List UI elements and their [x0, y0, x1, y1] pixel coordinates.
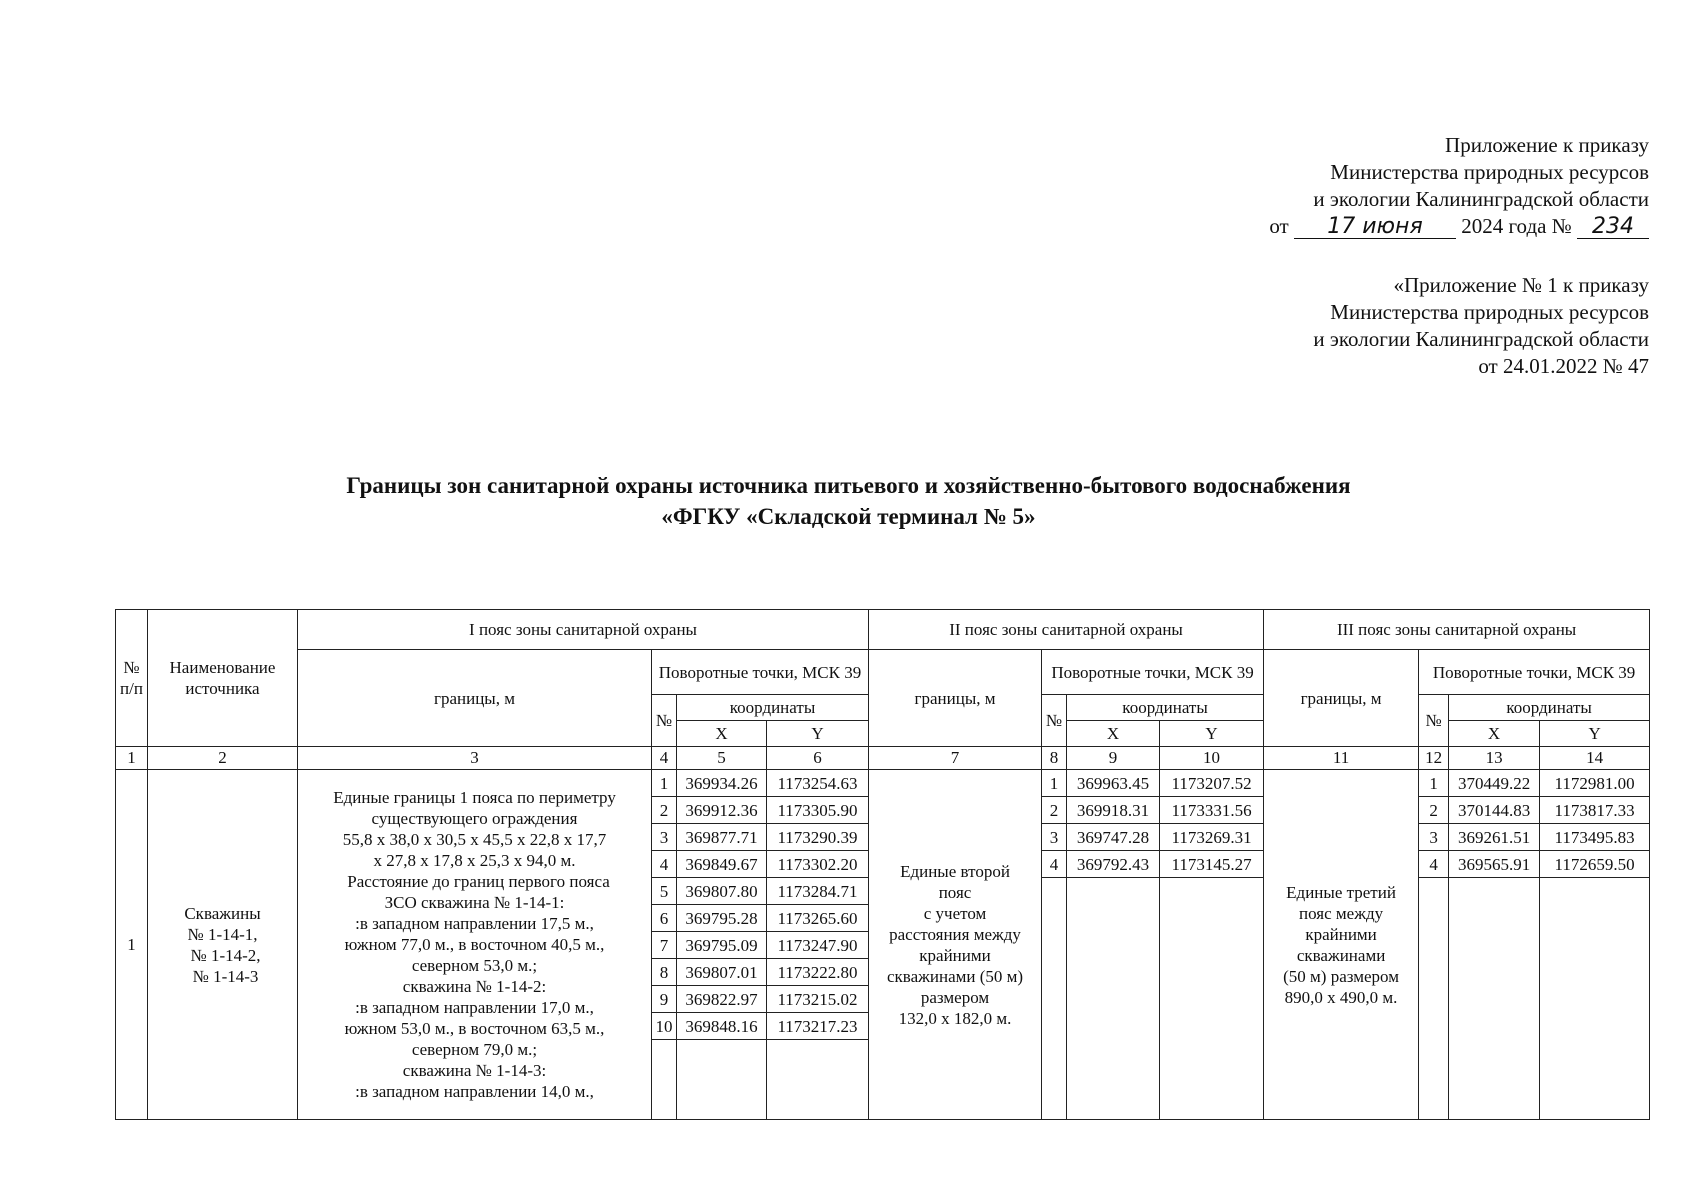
order-appendix-header	[1269, 132, 1649, 240]
zone3-point-number: 3	[1419, 824, 1449, 851]
zone3-boundaries-line: 890,0 х 490,0 м.	[1284, 987, 1398, 1007]
zone3-point-y: 1172981.00	[1540, 770, 1650, 797]
zone3-point-y: 1172659.50	[1540, 851, 1650, 878]
zone1-point-number: 5	[652, 878, 677, 905]
zone1-point-x: 369849.67	[677, 851, 767, 878]
zone2-point-number: 3	[1042, 824, 1067, 851]
zone3-point-y: 1173817.33	[1540, 797, 1650, 824]
column-number: 2	[148, 747, 298, 770]
zone1-boundaries-line: южном 77,0 м., в восточном 40,5 м.,	[344, 935, 605, 954]
zone3-point-y: 1173495.83	[1540, 824, 1650, 851]
zone2-point-x: 369747.28	[1067, 824, 1160, 851]
header-zone1-x: X	[677, 721, 767, 747]
zone3-boundaries-line: крайними	[1305, 924, 1377, 944]
zone1-point-number: 3	[652, 824, 677, 851]
header-zone3-points: Поворотные точки, МСК 39	[1419, 650, 1650, 695]
zone2-point-y: 1173145.27	[1160, 851, 1264, 878]
header-zone2-x: X	[1067, 721, 1160, 747]
date-prefix: от	[1269, 214, 1289, 238]
zone1-boundaries-line: :в западном направлении 17,5 м.,	[355, 914, 594, 933]
zone3-boundaries-line: скважинами	[1296, 945, 1386, 965]
column-numbers-row	[116, 747, 1650, 770]
zone1-boundaries-line: :в западном направлении 14,0 м.,	[355, 1082, 594, 1101]
handwritten-date: 17 июня	[1294, 216, 1456, 239]
zone2-point-y: 1173207.52	[1160, 770, 1264, 797]
zone1-boundaries-line: северном 79,0 м.;	[411, 1040, 538, 1059]
zone1-boundaries-line: существующего ограждения	[371, 809, 578, 828]
zone1-boundaries-line: Расстояние до границ первого пояса	[347, 872, 610, 891]
zone1-point-number: 8	[652, 959, 677, 986]
zone1-point-y: 1173254.63	[767, 770, 869, 797]
source-name-line: Скважины	[184, 903, 261, 923]
zone1-point-number: 2	[652, 797, 677, 824]
header-zone1: I пояс зоны санитарной охраны	[298, 610, 869, 650]
zone2-boundaries-line: 132,0 х 182,0 м.	[898, 1008, 1012, 1028]
zone1-point-y: 1173290.39	[767, 824, 869, 851]
zone1-boundaries-line: южном 53,0 м., в восточном 63,5 м.,	[344, 1019, 605, 1038]
column-number: 10	[1160, 747, 1264, 770]
zone3-point-empty	[1540, 878, 1650, 1120]
zone2-point-y: 1173331.56	[1160, 797, 1264, 824]
column-number: 13	[1449, 747, 1540, 770]
zone3-boundaries-line: (50 м) размером	[1283, 966, 1399, 986]
zone3-point-number: 4	[1419, 851, 1449, 878]
handwritten-number: 234	[1577, 216, 1649, 239]
zone1-boundaries-line: скважина № 1-14-3:	[402, 1061, 547, 1080]
header-zone2-coords: координаты	[1067, 695, 1264, 721]
zone1-point-y: 1173215.02	[767, 986, 869, 1013]
source-name-line: № 1-14-1,	[187, 924, 258, 944]
header-zone2-point-no: №	[1042, 695, 1067, 747]
zone2-point-number: 1	[1042, 770, 1067, 797]
column-number: 6	[767, 747, 869, 770]
zone1-boundaries-line: северном 53,0 м.;	[411, 956, 538, 975]
zone3-boundaries-line: пояс между	[1299, 903, 1384, 923]
zone3-point-x: 370449.22	[1449, 770, 1540, 797]
header-line: и экологии Калининградской области	[1313, 327, 1649, 351]
zone1-point-x: 369912.36	[677, 797, 767, 824]
zone1-point-empty	[767, 1040, 869, 1120]
zone2-point-empty	[1042, 878, 1067, 1120]
header-line: и экологии Калининградской области	[1313, 187, 1649, 211]
document-title	[0, 470, 1697, 532]
source-name-line: № 1-14-3	[192, 966, 259, 986]
column-number: 8	[1042, 747, 1067, 770]
column-number: 11	[1264, 747, 1419, 770]
column-number: 4	[652, 747, 677, 770]
source-name-line: № 1-14-2,	[190, 945, 261, 965]
header-line: Министерства природных ресурсов	[1330, 300, 1649, 324]
zone1-point-x: 369877.71	[677, 824, 767, 851]
header-zone3-y: Y	[1540, 721, 1650, 747]
zone2-boundaries-line: размером	[920, 987, 990, 1007]
zone1-boundaries-line: скважина № 1-14-2:	[402, 977, 547, 996]
header-num: № п/п	[116, 610, 148, 747]
zone1-point-y: 1173284.71	[767, 878, 869, 905]
header-zone3-coords: координаты	[1449, 695, 1650, 721]
zone1-point-empty	[652, 1040, 677, 1120]
column-number: 12	[1419, 747, 1449, 770]
header-zone3: III пояс зоны санитарной охраны	[1264, 610, 1650, 650]
header-line: от 24.01.2022 № 47	[1478, 354, 1649, 378]
zone2-boundaries-line: Единые второй	[900, 861, 1010, 881]
zone1-point-y: 1173305.90	[767, 797, 869, 824]
zone3-boundaries	[1264, 770, 1419, 1120]
zone1-boundaries	[298, 770, 652, 1120]
zone1-point-y: 1173265.60	[767, 905, 869, 932]
header-zone1-coords: координаты	[677, 695, 869, 721]
zone1-boundaries-line: х 27,8 х 17,8 х 25,3 х 94,0 м.	[373, 851, 576, 870]
header-zone2: II пояс зоны санитарной охраны	[869, 610, 1264, 650]
zone1-point-number: 10	[652, 1013, 677, 1040]
column-number: 14	[1540, 747, 1650, 770]
header-line: Приложение к приказу	[1445, 133, 1649, 157]
header-zone1-point-no: №	[652, 695, 677, 747]
zone2-boundaries-line: скважинами (50 м)	[886, 966, 1024, 986]
column-number: 3	[298, 747, 652, 770]
table-row	[116, 770, 1650, 797]
column-number: 1	[116, 747, 148, 770]
zone3-point-empty	[1419, 878, 1449, 1120]
column-number: 7	[869, 747, 1042, 770]
header-line: Министерства природных ресурсов	[1330, 160, 1649, 184]
original-appendix-header	[1313, 272, 1649, 380]
zone1-point-x: 369822.97	[677, 986, 767, 1013]
zone1-point-y: 1173222.80	[767, 959, 869, 986]
row-number: 1	[116, 770, 148, 1120]
title-line: «ФГКУ «Складской терминал № 5»	[661, 504, 1036, 529]
zone1-boundaries-line: ЗСО скважина № 1-14-1:	[384, 893, 565, 912]
zone2-point-y: 1173269.31	[1160, 824, 1264, 851]
zone1-point-number: 7	[652, 932, 677, 959]
zone3-point-number: 1	[1419, 770, 1449, 797]
zone1-boundaries-line: :в западном направлении 17,0 м.,	[355, 998, 594, 1017]
zone2-point-number: 4	[1042, 851, 1067, 878]
zone2-point-x: 369963.45	[1067, 770, 1160, 797]
zone1-point-empty	[677, 1040, 767, 1120]
zone2-boundaries	[869, 770, 1042, 1120]
column-number: 9	[1067, 747, 1160, 770]
header-date-line	[1269, 213, 1649, 240]
header-zone3-x: X	[1449, 721, 1540, 747]
zone3-point-x: 369261.51	[1449, 824, 1540, 851]
zone1-point-y: 1173217.23	[767, 1013, 869, 1040]
zone1-point-number: 9	[652, 986, 677, 1013]
zone1-point-number: 1	[652, 770, 677, 797]
header-zone3-boundaries: границы, м	[1264, 650, 1419, 747]
column-number: 5	[677, 747, 767, 770]
zone2-boundaries-line: пояс	[938, 882, 972, 902]
zone1-point-x: 369807.80	[677, 878, 767, 905]
zone2-boundaries-line: с учетом	[923, 903, 987, 923]
header-zone1-y: Y	[767, 721, 869, 747]
zone2-boundaries-line: расстояния между	[889, 924, 1021, 944]
year-text: 2024 года №	[1461, 214, 1572, 238]
zone1-point-y: 1173302.20	[767, 851, 869, 878]
zone1-point-x: 369848.16	[677, 1013, 767, 1040]
zone3-point-number: 2	[1419, 797, 1449, 824]
zone1-point-y: 1173247.90	[767, 932, 869, 959]
zone2-point-x: 369792.43	[1067, 851, 1160, 878]
header-line: «Приложение № 1 к приказу	[1393, 273, 1649, 297]
zone2-point-number: 2	[1042, 797, 1067, 824]
zone3-point-empty	[1449, 878, 1540, 1120]
zone2-point-empty	[1160, 878, 1264, 1120]
zone1-point-x: 369795.09	[677, 932, 767, 959]
zone3-boundaries-line: Единые третий	[1286, 882, 1396, 902]
zone1-point-x: 369934.26	[677, 770, 767, 797]
zone1-boundaries-line: Единые границы 1 пояса по периметру	[333, 788, 616, 807]
zone2-point-x: 369918.31	[1067, 797, 1160, 824]
zone3-point-x: 369565.91	[1449, 851, 1540, 878]
header-zone1-points: Поворотные точки, МСК 39	[652, 650, 869, 695]
header-zone2-boundaries: границы, м	[869, 650, 1042, 747]
zone1-point-x: 369795.28	[677, 905, 767, 932]
header-zone3-point-no: №	[1419, 695, 1449, 747]
zone1-point-x: 369807.01	[677, 959, 767, 986]
zone2-point-empty	[1067, 878, 1160, 1120]
zone1-point-number: 6	[652, 905, 677, 932]
source-name	[148, 770, 298, 1120]
header-zone2-y: Y	[1160, 721, 1264, 747]
zone1-point-number: 4	[652, 851, 677, 878]
zone3-point-x: 370144.83	[1449, 797, 1540, 824]
header-source: Наименование источника	[148, 610, 298, 747]
header-zone1-boundaries: границы, м	[298, 650, 652, 747]
sanitary-zones-table	[115, 609, 1650, 1120]
header-zone2-points: Поворотные точки, МСК 39	[1042, 650, 1264, 695]
title-line: Границы зон санитарной охраны источника питьевого и хозяйственно-бытового водоснабжения	[346, 473, 1351, 498]
zone2-boundaries-line: крайними	[919, 945, 991, 965]
zone1-boundaries-line: 55,8 х 38,0 х 30,5 х 45,5 х 22,8 х 17,7	[342, 830, 607, 849]
